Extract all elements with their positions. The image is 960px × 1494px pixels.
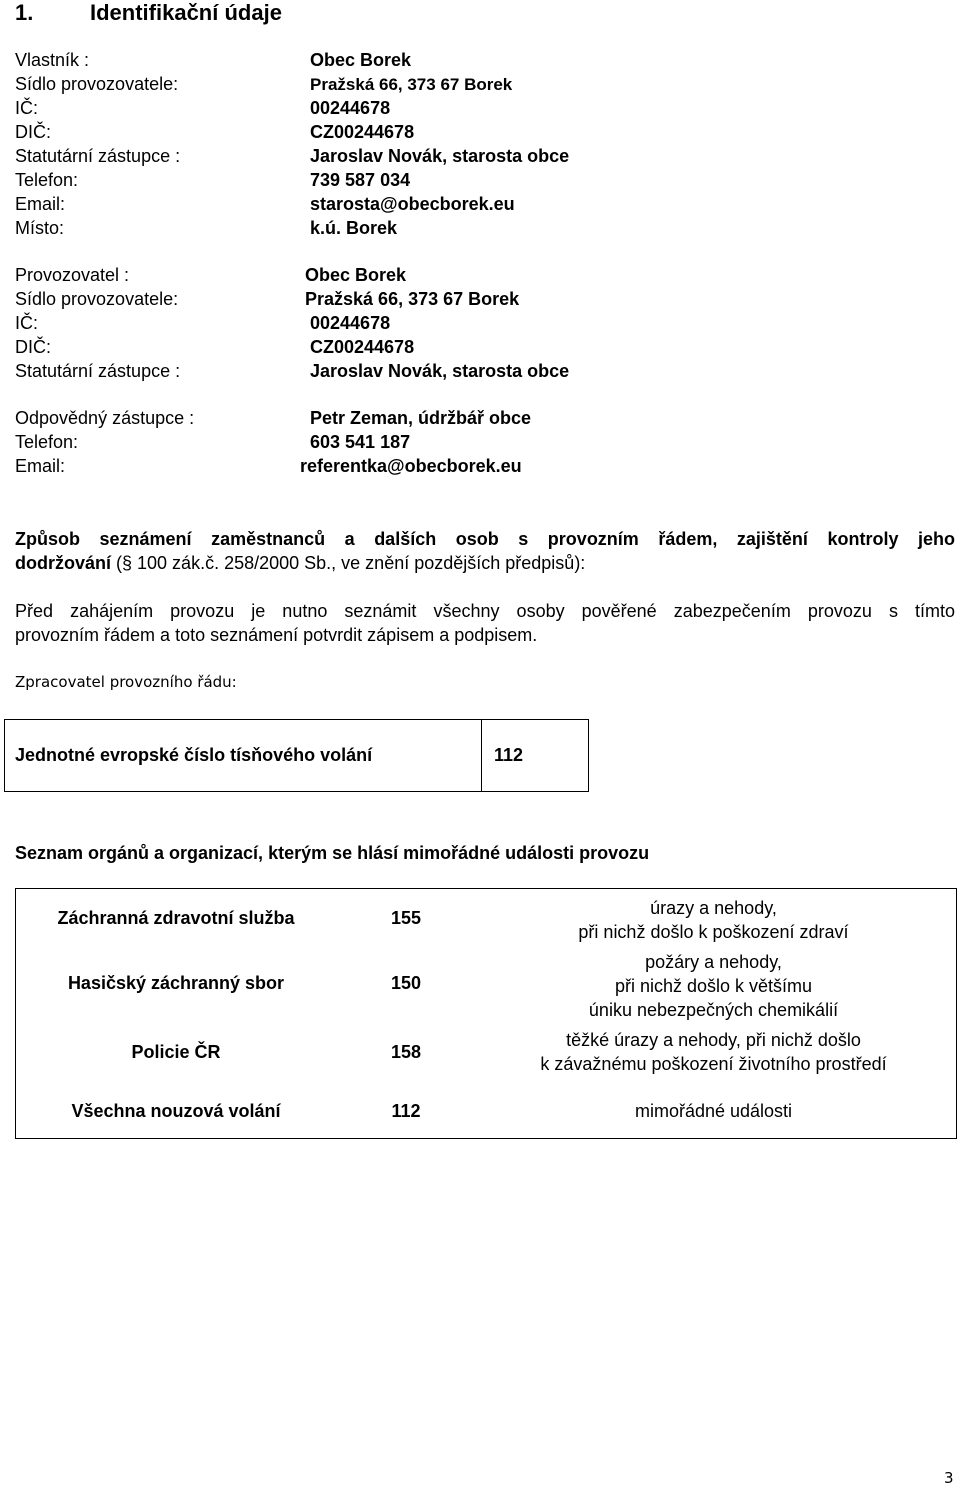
owner-phone-value: 739 587 034 (310, 170, 411, 190)
table-row-desc-line: k závažnému poškození životního prostředí (540, 1054, 887, 1074)
operator-ic-label: IČ: (15, 313, 39, 333)
table-row-desc (471, 1089, 956, 1134)
operator-dic-label: DIČ: (15, 337, 51, 357)
operator-label: Provozovatel : (15, 265, 130, 285)
table-row-number: 112 (391, 1101, 421, 1121)
section-number: 1. (15, 0, 34, 25)
organizations-title: Seznam orgánů a organizací, kterým se hlásí mimořádné události provozu (15, 843, 650, 863)
table-row-desc (471, 1027, 956, 1077)
operator-seat-value: Pražská 66, 373 67 Borek (305, 289, 520, 309)
table-row-desc-line: požáry a nehody, (645, 952, 782, 972)
responsible-value: Petr Zeman, údržbář obce (310, 408, 532, 428)
operator-seat-label: Sídlo provozovatele: (15, 289, 179, 309)
owner-email-value: starosta@obecborek.eu (310, 194, 515, 214)
owner-label: Vlastník : (15, 50, 90, 70)
familiarization-line2-rest: (§ 100 zák.č. 258/2000 Sb., ve znění pozdějších předpisů): (111, 553, 586, 573)
table-row-desc-line: při nichž došlo k většímu (614, 976, 813, 996)
owner-phone-label: Telefon: (15, 170, 79, 190)
responsible-email-value: referentka@obecborek.eu (300, 456, 522, 476)
familiarization-line1: Způsob seznámení zaměstnanců a dalších osob s provozním řádem, zajištění kontroly jeho (15, 529, 955, 549)
owner-email-label: Email: (15, 194, 66, 214)
owner-statutory-label: Statutární zástupce : (15, 146, 181, 166)
responsible-phone-value: 603 541 187 (310, 432, 411, 452)
responsible-email-label: Email: (15, 456, 66, 476)
familiarization-line2-bold: dodržování (15, 553, 112, 573)
familiarization-line2 (15, 551, 585, 575)
table-row-desc-line: úrazy a nehody, (650, 898, 777, 918)
operator-value: Obec Borek (305, 265, 407, 285)
owner-seat-value: Pražská 66, 373 67 Borek (310, 75, 513, 94)
owner-ic-value: 00244678 (310, 98, 391, 118)
table-row-number: 155 (390, 907, 422, 928)
owner-place-label: Místo: (15, 218, 65, 238)
owner-seat-label: Sídlo provozovatele: (15, 74, 179, 94)
operator-statutory-value: Jaroslav Novák, starosta obce (310, 361, 570, 381)
owner-statutory-value: Jaroslav Novák, starosta obce (310, 146, 570, 166)
table-row-name: Záchranná zdravotní služba (57, 907, 295, 928)
owner-dic-value: CZ00244678 (310, 122, 415, 142)
owner-place-value: k.ú. Borek (310, 218, 398, 238)
table-row-number: 150 (390, 972, 422, 993)
responsible-phone-label: Telefon: (15, 432, 79, 452)
table-row-name: Policie ČR (131, 1041, 221, 1062)
operator-ic-value: 00244678 (310, 313, 391, 333)
instruction-line2: provozním řádem a toto seznámení potvrdit zápisem a podpisem. (15, 625, 538, 645)
organizations-table (15, 888, 957, 1139)
table-row-number: 158 (390, 1041, 422, 1062)
operator-statutory-label: Statutární zástupce : (15, 361, 181, 381)
operator-dic-value: CZ00244678 (310, 337, 415, 357)
table-row-desc (471, 893, 956, 947)
table-row-desc-line: při nichž došlo k poškození zdraví (578, 922, 849, 942)
table-row-desc-line: mimořádné události (634, 1101, 793, 1121)
table-row-desc-line: těžké úrazy a nehody, při nichž došlo (566, 1030, 861, 1050)
owner-value: Obec Borek (310, 50, 412, 70)
section-title: Identifikační údaje (90, 0, 282, 25)
table-row-desc (471, 950, 956, 1022)
processor-label: Zpracovatel provozního řádu: (15, 673, 237, 691)
responsible-label: Odpovědný zástupce : (15, 408, 195, 428)
table-row-desc-line: úniku nebezpečných chemikálií (588, 1000, 839, 1020)
table-row-name: Hasičský záchranný sbor (67, 972, 285, 993)
emergency-box-label: Jednotné evropské číslo tísňového volání (15, 745, 373, 765)
table-row-name: Všechna nouzová volání (71, 1101, 281, 1121)
instruction-line1: Před zahájením provozu je nutno seznámit všechny osoby pověřené zabezpečením provozu s tímto (15, 601, 955, 621)
emergency-box-number: 112 (494, 745, 524, 765)
page-number: 3 (944, 1469, 954, 1487)
owner-ic-label: IČ: (15, 98, 39, 118)
owner-dic-label: DIČ: (15, 122, 51, 142)
